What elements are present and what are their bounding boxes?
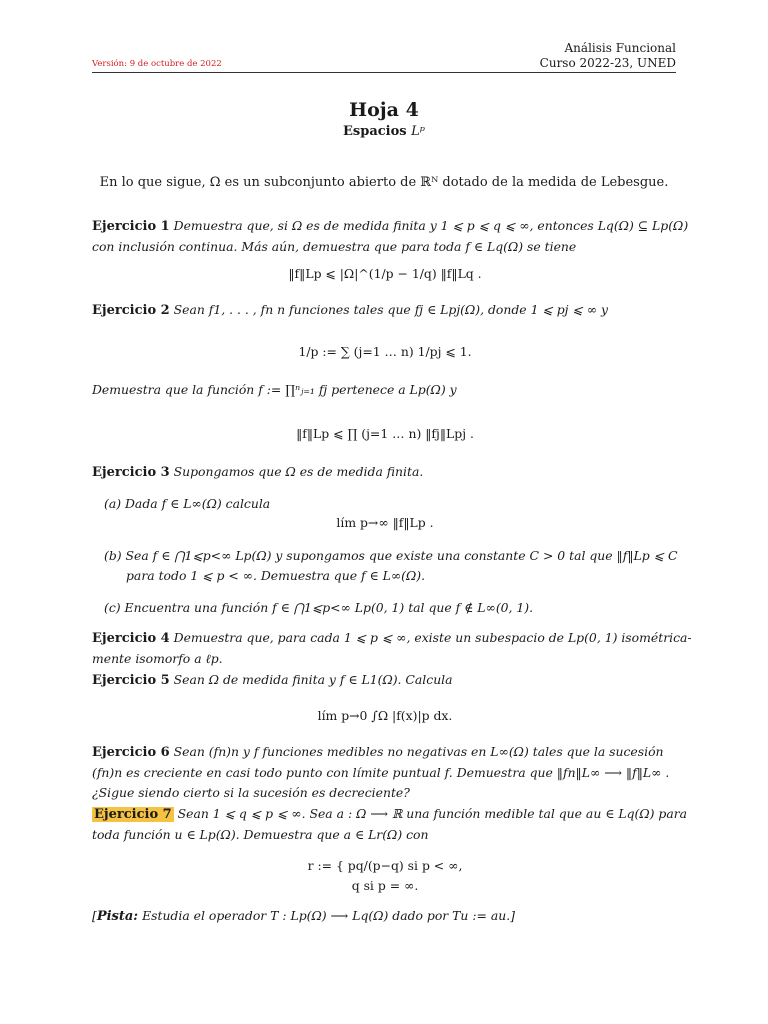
exercise-3b-line: (b) Sea f ∈ ⋂1⩽p<∞ Lp(Ω) y supongamos que existe una constante C > 0 tal que ‖f‖Lp ⩽ C (104, 548, 678, 563)
exercise-7-line: Sean 1 ⩽ q ⩽ p ⩽ ∞. Sea a : Ω ⟶ ℝ una función medible tal que au ∈ Lq(Ω) para (177, 806, 688, 821)
sheet-subtitle (0, 124, 768, 139)
exercise-2-formula: ‖f‖Lp ⩽ ∏ (j=1 … n) ‖fj‖Lpj . (296, 426, 474, 441)
exercise-1 (92, 216, 689, 257)
exercise-6-label: Ejercicio 6 (92, 745, 170, 760)
exercise-3a-line: (a) Dada f ∈ L∞(Ω) calcula (104, 496, 271, 511)
exercise-4 (92, 628, 692, 669)
exercise-5-formula: lím p→0 ∫Ω |f(x)|p dx. (317, 708, 453, 723)
exercise-3b (92, 546, 678, 586)
exercise-7-formula: r := { pq/(p−q) si p < ∞, (307, 858, 463, 873)
hint-text: Estudia el operador T : Lp(Ω) ⟶ Lq(Ω) dado por Tu := au. (142, 908, 511, 923)
exercise-7 (92, 804, 688, 845)
version-date: Versión: 9 de octubre de 2022 (92, 59, 222, 69)
exercise-5-line: Sean Ω de medida finita y f ∈ L1(Ω). Calcula (173, 672, 453, 687)
header-rule (92, 72, 676, 73)
exercise-5 (92, 670, 678, 691)
exercise-6 (92, 742, 678, 803)
exercise-2-cont (92, 380, 678, 400)
exercise-3a (92, 494, 678, 514)
intro-paragraph: En lo que sigue, Ω es un subconjunto abierto de ℝᴺ dotado de la medida de Lebesgue. (99, 175, 669, 190)
exercise-3a-formula: lím p→∞ ‖f‖Lp . (336, 515, 434, 530)
exercise-2-label: Ejercicio 2 (92, 303, 170, 318)
exercise-5-label: Ejercicio 5 (92, 673, 170, 688)
exercise-6-line: ¿Sigue siendo cierto si la sucesión es decreciente? (92, 785, 410, 800)
course-name: Análisis Funcional (564, 41, 676, 55)
exercise-7-line: toda función u ∈ Lp(Ω). Demuestra que a ∈ Lr(Ω) con (92, 827, 429, 842)
course-year: Curso 2022-23, UNED (539, 56, 676, 70)
exercise-7-label: Ejercicio 7 (94, 807, 172, 822)
exercise-1-label: Ejercicio 1 (92, 219, 170, 234)
exercise-7-hint: [Pista: Estudia el operador T : Lp(Ω) ⟶ Lq(Ω) dado por Tu := au.] (92, 908, 515, 924)
exercise-3 (92, 462, 678, 483)
exercise-4-line: mente isomorfo a ℓp. (92, 651, 223, 666)
exercise-7-formula: q si p = ∞. (351, 878, 419, 893)
exercise-3-label: Ejercicio 3 (92, 465, 170, 480)
exercise-1-formula: ‖f‖Lp ⩽ |Ω|^(1/p − 1/q) ‖f‖Lq . (288, 266, 482, 281)
exercise-6-line: Sean (fn)n y f funciones medibles no negativas en L∞(Ω) tales que la sucesión (173, 744, 664, 759)
exercise-6-line: (fn)n es creciente en casi todo punto con límite puntual f. Demuestra que ‖fn‖L∞ ⟶ ‖f‖L∞ . (92, 765, 670, 780)
course-header (540, 41, 676, 71)
exercise-3c-line: (c) Encuentra una función f ∈ ⋂1⩽p<∞ Lp(0, 1) tal que f ∉ L∞(0, 1). (104, 600, 534, 615)
exercise-2 (92, 300, 678, 321)
subtitle-text: Espacios (343, 124, 407, 139)
exercise-3-line: Supongamos que Ω es de medida finita. (173, 464, 424, 479)
exercise-2-formula: 1/p := ∑ (j=1 … n) 1/pj ⩽ 1. (298, 344, 472, 359)
exercise-2-line: Sean f1, . . . , fn n funciones tales que fj ∈ Lpj(Ω), donde 1 ⩽ pj ⩽ ∞ y (173, 302, 609, 317)
sheet-title: Hoja 4 (349, 99, 419, 121)
exercise-4-line: Demuestra que, para cada 1 ⩽ p ⩽ ∞, existe un subespacio de Lp(0, 1) isométrica- (173, 630, 692, 645)
exercise-1-line: con inclusión continua. Más aún, demuestra que para toda f ∈ Lq(Ω) se tiene (92, 239, 577, 254)
exercise-2-line: Demuestra que la función f := ∏ⁿⱼ₌₁ fj pertenece a Lp(Ω) y (92, 382, 457, 397)
exercise-3c (92, 598, 678, 618)
exercise-3b-line: para todo 1 ⩽ p < ∞. Demuestra que f ∈ L∞(Ω). (126, 568, 426, 583)
exercise-4-label: Ejercicio 4 (92, 631, 170, 646)
exercise-1-line: Demuestra que, si Ω es de medida finita y 1 ⩽ p ⩽ q ⩽ ∞, entonces Lq(Ω) ⊆ Lp(Ω) (173, 218, 689, 233)
subtitle-math: Lᵖ (411, 124, 425, 139)
hint-label: Pista: (96, 909, 139, 924)
